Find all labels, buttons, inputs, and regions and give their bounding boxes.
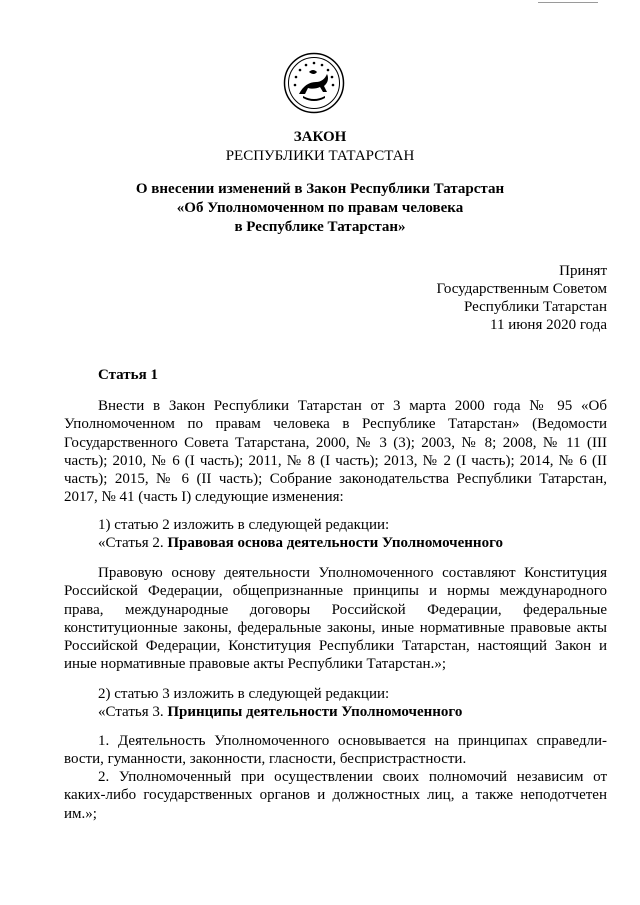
article-title-prefix: «Статья 2. <box>98 535 168 551</box>
subject-line-2: «Об Уполномоченном по правам человека <box>176 200 464 216</box>
subject-line-3: в Республике Татарстан» <box>234 219 406 235</box>
item-2-paragraph-1: 1. Деятельность Уполномоченного основывается на принципах справедли-вости, гуманности, законности, гласности, беспристрастности. <box>64 733 607 768</box>
acceptance-line: Принят <box>559 263 607 279</box>
acceptance-line: Государственным Советом <box>436 281 607 297</box>
acceptance-block <box>437 262 608 334</box>
subject-line-1: О внесении изменений в Закон Республики Татарстан <box>135 181 505 197</box>
item-1-article-title <box>64 534 607 552</box>
republic-title: РЕСПУБЛИКИ ТАТАРСТАН <box>225 148 415 164</box>
article-title-text: Принципы деятельности Уполномоченного <box>167 704 463 720</box>
item-1-text: Правовую основу деятельности Уполномоченного составляют Конституция Российской Федерации, общепризнанные принципы и нормы международного права, международные договоры Российской Федерации, федеральные конституционные законы, федеральные законы, иные нормативные правовые акты Российской Федерации, Конституция Республики Татарстан, настоящий Закон и иные нормативные правовые акты Республики Татарстан.»; <box>64 565 607 673</box>
coat-of-arms-tatarstan-icon <box>283 52 345 114</box>
item-2-line: 2) статью 3 изложить в следующей редакции: <box>98 686 390 702</box>
item-2-article-title <box>64 703 607 721</box>
top-edge-line <box>538 2 598 3</box>
article-title-text: Правовая основа деятельности Уполномоченного <box>167 535 504 551</box>
item-2-paragraph-2: 2. Уполномоченный при осуществлении своих полномочий независим от каких-либо государственных органов и должностных лиц, а также неподотчетен им.»; <box>64 769 607 822</box>
item-1-line: 1) статью 2 изложить в следующей редакции: <box>98 517 390 533</box>
acceptance-line: Республики Татарстан <box>463 299 607 315</box>
article-heading: Статья 1 <box>98 367 158 383</box>
article-intro-paragraph: Внести в Закон Республики Татарстан от 3 марта 2000 года № 95 «Об Уполномоченном по правам человека в Республике Татарстан» (Ведомости Государственного Совета Татарстана, 2000, № 3 (3); 2003, № 8; 2008, № 11 (III часть); 2010, № 6 (I часть); 2011, № 8 (I часть); 2013, № 2 (I часть); 2014, № 6 (II часть); 2015, № 6 (II часть); Собрание законодательства Республики Татарстан, 2017, № 41 (часть I) следующие изменения: <box>64 398 607 506</box>
article-title-prefix: «Статья 3. <box>98 704 168 720</box>
acceptance-date: 11 июня 2020 года <box>490 317 607 333</box>
law-title: ЗАКОН <box>293 129 347 145</box>
